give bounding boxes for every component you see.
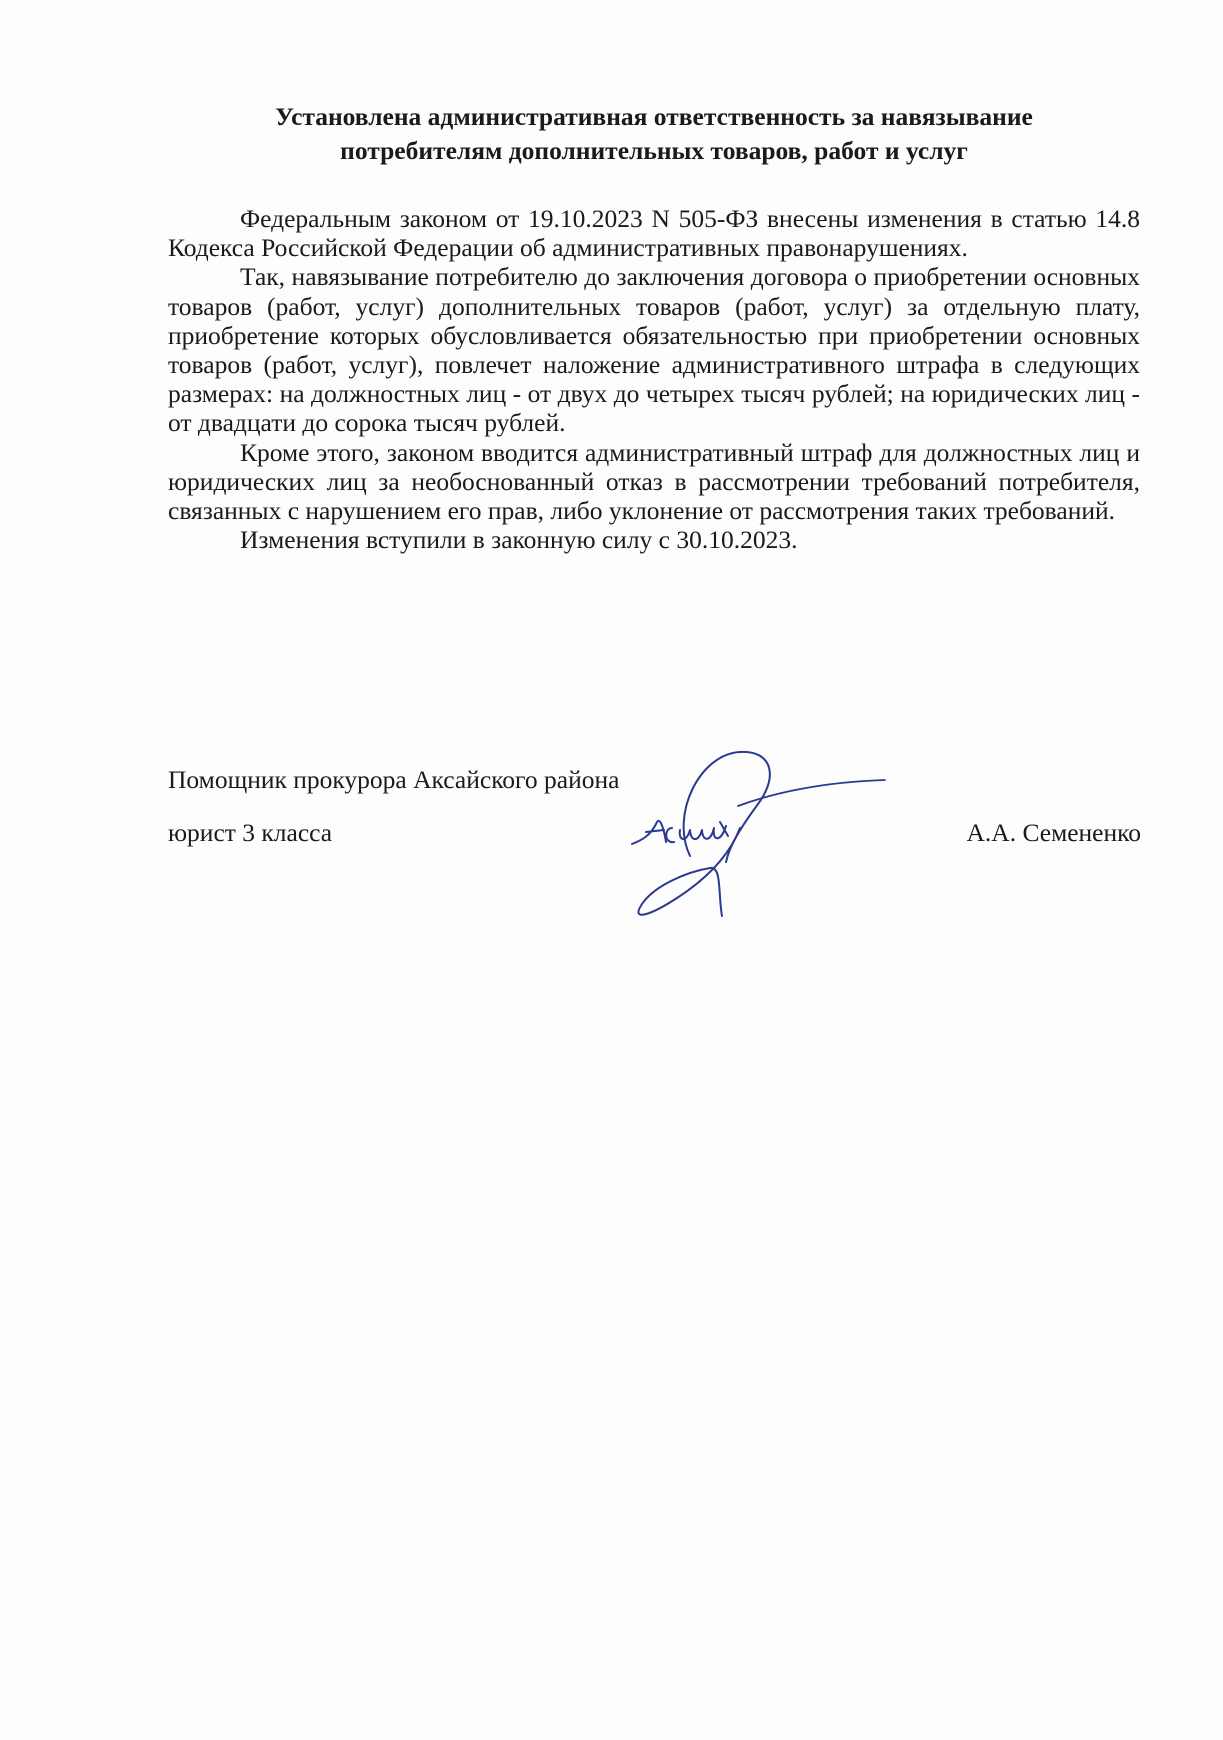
signatory-rank: юрист 3 класса (168, 818, 333, 847)
signature-stroke (638, 828, 740, 916)
signature-stroke (684, 752, 770, 862)
title-line-2: потребителям дополнительных товаров, работ и услуг (340, 136, 968, 165)
handwritten-signature (630, 744, 910, 934)
title-line-1: Установлена административная ответственность за навязывание (275, 102, 1033, 131)
paragraph-effective-date: Изменения вступили в законную силу с 30.10.2023. (240, 525, 798, 555)
signatory-name: А.А. Семененко (966, 818, 1141, 847)
signature-stroke (632, 821, 728, 844)
document-body (168, 204, 1140, 554)
paragraph-amendment: Федеральным законом от 19.10.2023 N 505-ФЗ внесены изменения в статью 14.8 Кодекса Российской Федерации об административных правонарушениях. (168, 204, 1140, 263)
document-title (168, 100, 1140, 168)
signatory-position: Помощник прокурора Аксайского района (168, 765, 620, 794)
paragraph-penalties: Так, навязывание потребителю до заключения договора о приобретении основных товаров (работ, услуг) дополнительных товаров (работ, услуг) за отдельную плату, приобретение которых обусловливается обязательностью при приобретении основных товаров (работ, услуг), повлечет наложение административного штрафа в следующих размерах: на должностных лиц - от двух до четырех тысяч рублей; на юридических лиц - от двадцати до сорока тысяч рублей. (168, 262, 1140, 438)
paragraph-refusal-fine: Кроме этого, законом вводится административный штраф для должностных лиц и юридических лиц за необоснованный отказ в рассмотрении требований потребителя, связанных с нарушением его прав, либо уклонение от рассмотрения таких требований. (168, 437, 1140, 526)
